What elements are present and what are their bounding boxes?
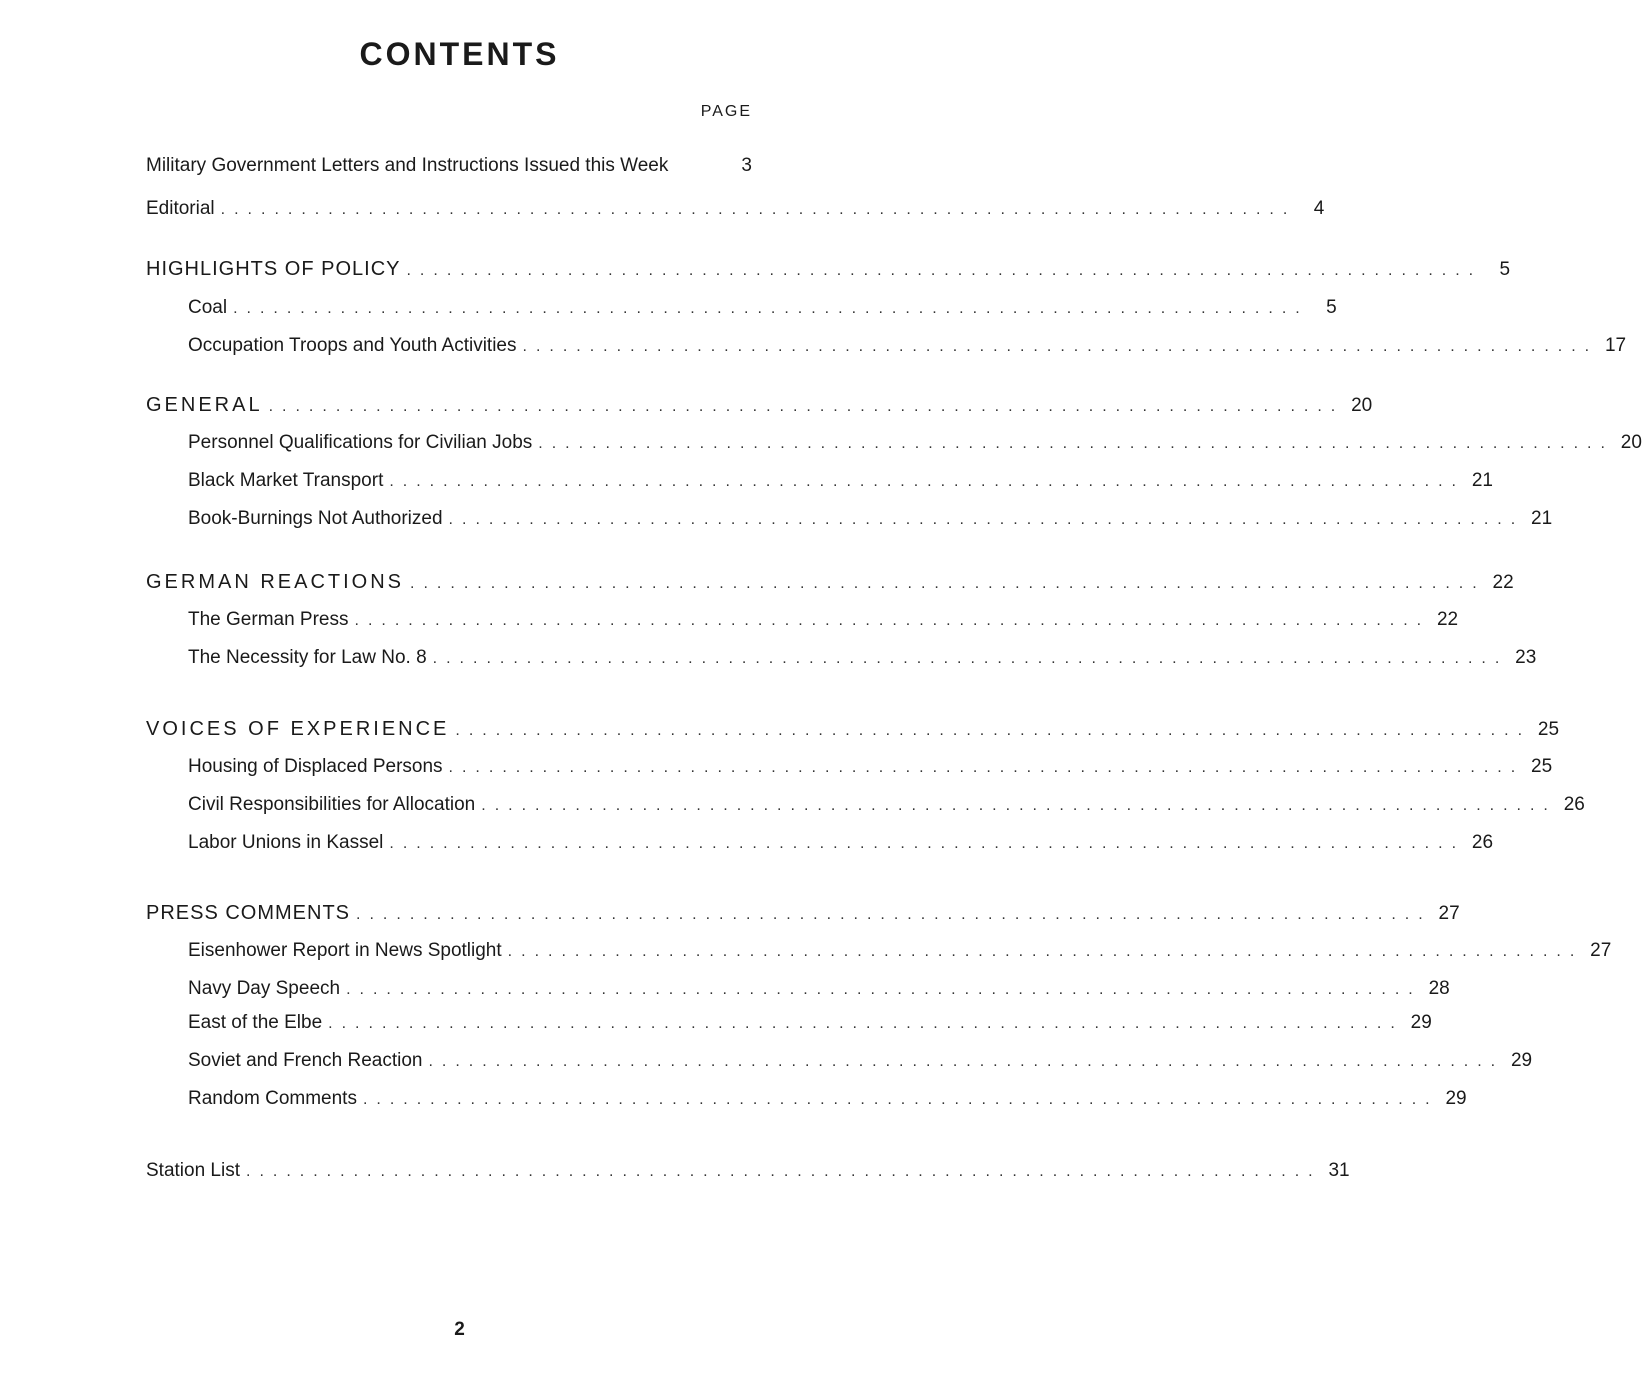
toc-entry-title: Labor Unions in Kassel <box>188 832 384 853</box>
leader-dots: ................................................................................ <box>362 1091 1439 1108</box>
leader-dots: ................................................................................ <box>448 759 1525 776</box>
toc-entry <box>146 155 752 181</box>
toc-entry-page: 23 <box>1515 647 1537 668</box>
toc-entry-title: The German Press <box>188 609 349 630</box>
toc-entry-page: 26 <box>1563 794 1585 815</box>
toc-entry-page: 22 <box>1436 609 1459 630</box>
toc-entry-page: 25 <box>1537 719 1560 740</box>
page-title: CONTENTS <box>359 36 560 72</box>
leader-dots: ................................................................................ <box>389 473 1465 490</box>
toc-entry <box>188 832 1494 858</box>
toc-entry-page: 3 <box>741 155 752 176</box>
toc-entry <box>188 1050 1533 1076</box>
toc-entry-title: Black Market Transport <box>188 470 384 491</box>
toc-entry-title: Navy Day Speech <box>188 978 341 999</box>
toc-entry-page: 29 <box>1510 1050 1533 1071</box>
toc-entry <box>188 978 1450 1004</box>
leader-dots: ................................................................................ <box>389 835 1466 852</box>
toc-entry-page: 31 <box>1328 1160 1350 1181</box>
leader-dots: ................................................................................ <box>354 612 1431 629</box>
leader-dots: ................................................................................ <box>220 201 1297 218</box>
toc-entry-page: 28 <box>1428 978 1450 999</box>
toc-entry-page: 27 <box>1590 940 1612 961</box>
leader-dots: ................................................................................ <box>346 981 1422 998</box>
toc-entry-page: 4 <box>1313 198 1325 219</box>
toc-entry-title: Civil Responsibilities for Allocation <box>188 794 476 815</box>
toc-entry <box>188 1012 1432 1038</box>
leader-dots: ................................................................................ <box>522 338 1599 355</box>
toc-entry-page: 29 <box>1410 1012 1432 1033</box>
toc-entry <box>146 718 1560 744</box>
toc-entry <box>188 647 1537 673</box>
toc-entry-title: Station List <box>146 1160 240 1181</box>
leader-dots: ................................................................................ <box>328 1015 1404 1032</box>
toc-entry-title: Eisenhower Report in News Spotlight <box>188 940 502 961</box>
toc-entry <box>188 297 1337 323</box>
toc-entry-title: HIGHLIGHTS OF POLICY <box>146 258 401 280</box>
toc-entry-page: 27 <box>1438 903 1460 924</box>
toc-entry <box>188 1088 1467 1114</box>
toc-entry-page: 5 <box>1326 297 1337 318</box>
toc-entry-page: 26 <box>1471 832 1494 853</box>
toc-entry-title: PRESS COMMENTS <box>146 902 351 924</box>
leader-dots: ................................................................................ <box>428 1053 1505 1070</box>
toc-entry-title: GERMAN REACTIONS <box>146 571 405 593</box>
toc-entry <box>188 335 1627 361</box>
toc-entry-page: 22 <box>1492 572 1514 593</box>
leader-dots: ................................................................................ <box>268 398 1345 415</box>
page-column-label: PAGE <box>700 103 752 120</box>
toc-entry-title: Soviet and French Reaction <box>188 1050 423 1071</box>
leader-dots: ................................................................................ <box>410 575 1486 592</box>
leader-dots: ................................................................................ <box>455 722 1532 739</box>
leader-dots: ................................................................................ <box>246 1163 1322 1180</box>
toc-entry-page: 17 <box>1604 335 1627 356</box>
toc-entry <box>146 394 1373 420</box>
toc-entry <box>146 198 1325 224</box>
toc-entry <box>146 1160 1350 1186</box>
toc-entry <box>146 258 1511 284</box>
toc-entry-title: Editorial <box>146 198 215 219</box>
toc-entry-page: 20 <box>1351 395 1373 416</box>
toc-entry <box>188 609 1459 635</box>
toc-entry-title: The Necessity for Law No. 8 <box>188 647 427 668</box>
toc-entry-page: 25 <box>1531 756 1553 777</box>
toc-entry <box>188 508 1553 534</box>
leader-dots: ................................................................................ <box>233 300 1309 317</box>
toc-entry-page: 21 <box>1531 508 1553 529</box>
leader-dots: ................................................................................ <box>406 262 1483 279</box>
toc-entry-title: Coal <box>188 297 228 318</box>
page-number: 2 <box>454 1319 465 1340</box>
toc-entry-title: VOICES OF EXPERIENCE <box>146 718 450 740</box>
toc-entry-page: 21 <box>1471 470 1493 491</box>
toc-entry <box>146 571 1514 597</box>
toc-entry-page: 20 <box>1620 432 1642 453</box>
toc-entry-title: Personnel Qualifications for Civilian Jobs <box>188 432 533 453</box>
toc-entry-title: Book-Burnings Not Authorized <box>188 508 443 529</box>
toc-entry <box>188 940 1612 966</box>
toc-entry-title: Housing of Displaced Persons <box>188 756 443 777</box>
toc-entry-page: 5 <box>1499 259 1511 280</box>
toc-entry <box>188 756 1553 782</box>
toc-entry-title: East of the Elbe <box>188 1012 323 1033</box>
leader-dots: ................................................................................ <box>538 435 1614 452</box>
toc-entry-title: Random Comments <box>188 1088 357 1109</box>
toc-entry <box>146 902 1460 928</box>
leader-dots: ................................................................................ <box>448 511 1525 528</box>
toc-entry-title: Occupation Troops and Youth Activities <box>188 335 517 356</box>
toc-entry-title: Military Government Letters and Instructions Issued this Week <box>146 155 669 176</box>
toc-entry <box>188 794 1585 820</box>
leader-dots: ................................................................................ <box>481 797 1557 814</box>
toc-entry <box>188 470 1493 496</box>
toc-entry <box>188 432 1642 458</box>
leader-dots: ................................................................................ <box>507 943 1584 960</box>
leader-dots: ................................................................................ <box>432 650 1509 667</box>
leader-dots: ................................................................................ <box>356 906 1432 923</box>
toc-entry-title: GENERAL <box>146 394 263 416</box>
toc-entry-page: 29 <box>1445 1088 1467 1109</box>
